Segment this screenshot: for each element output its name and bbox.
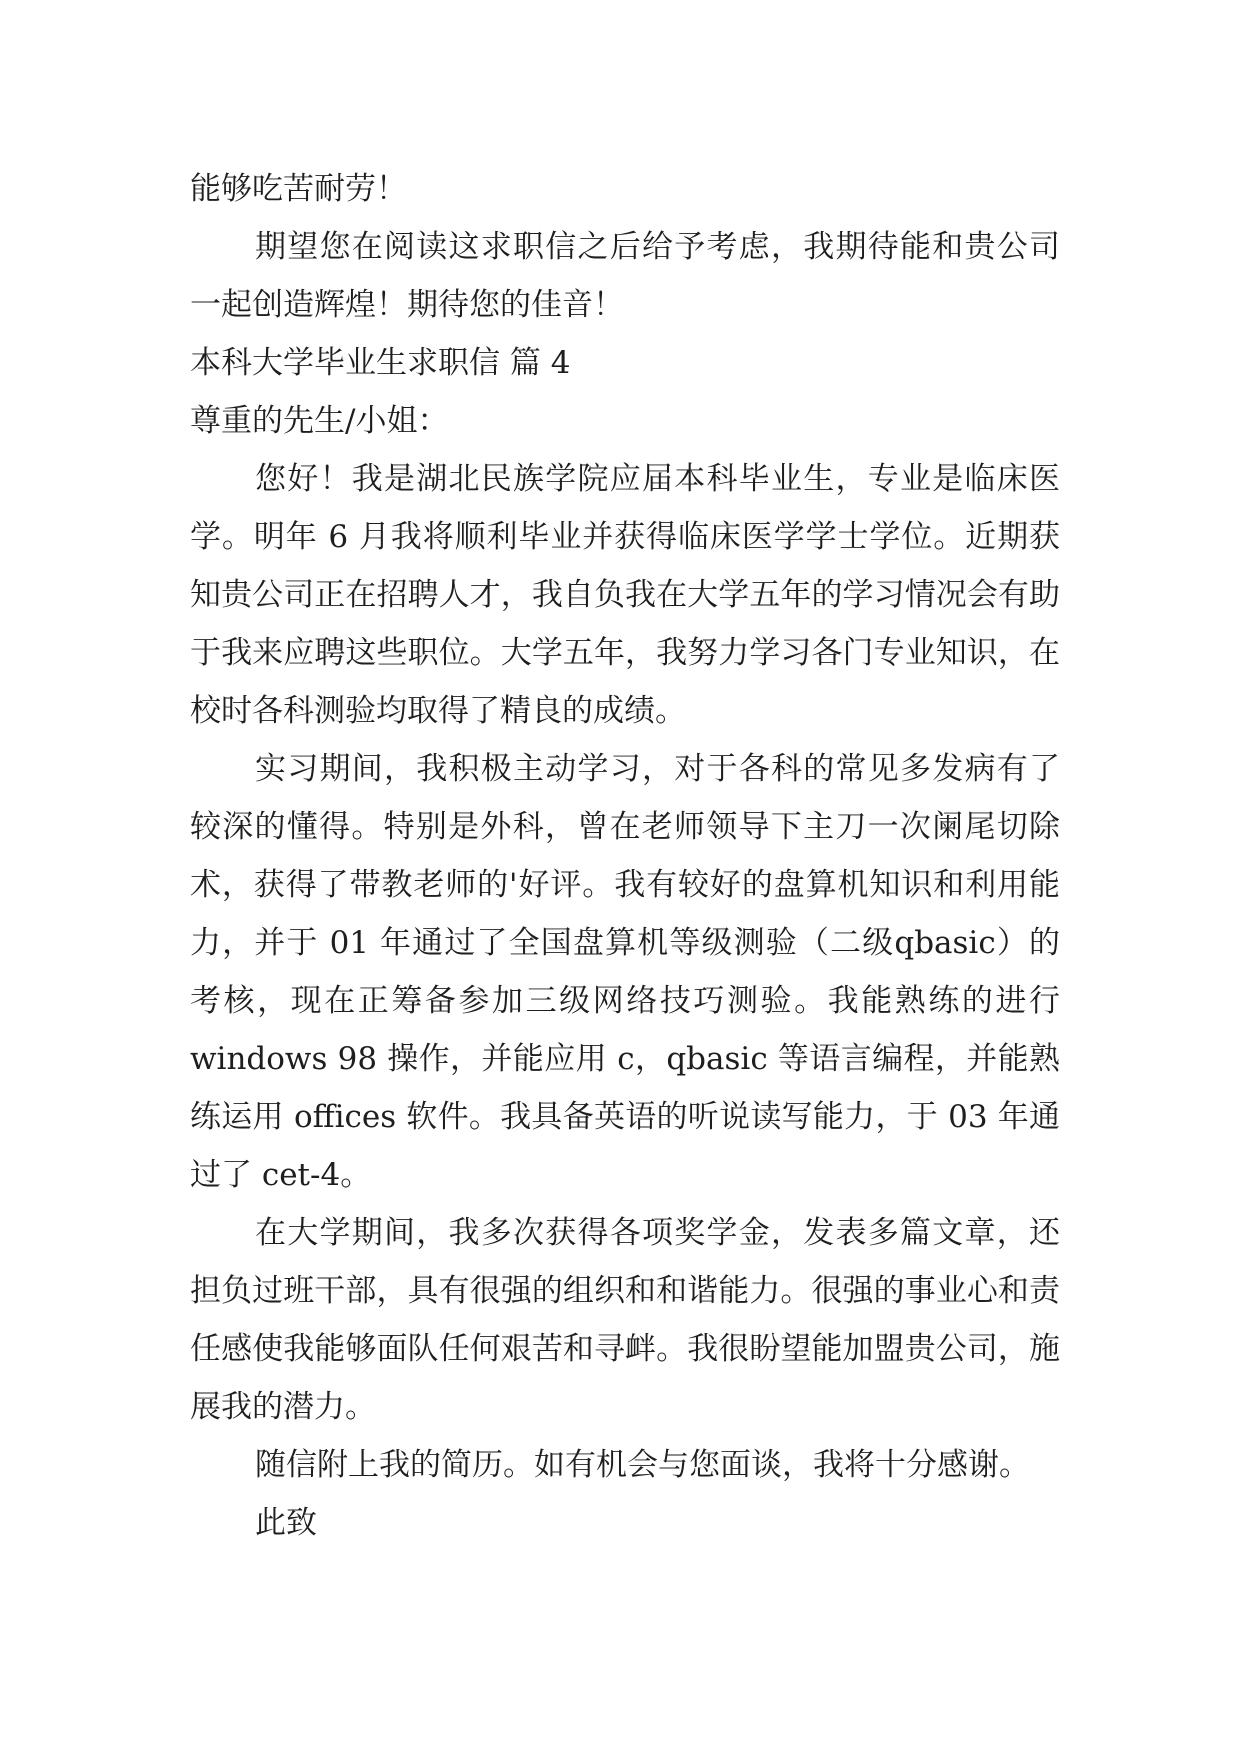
university-activities-paragraph: 在大学期间，我多次获得各项奖学金，发表多篇文章，还担负过班干部，具有很强的组织和和谐能力。很强的事业心和责任感使我能够面队任何艰苦和寻衅。我很盼望能加盟贵公司，施展我的潜力。 [190, 1215, 1060, 1425]
closing-line-continued: 能够吃苦耐劳！ [190, 171, 407, 207]
letter-section-title: 本科大学毕业生求职信 篇 4 [190, 345, 571, 381]
internship-paragraph: 实习期间，我积极主动学习，对于各科的常见多发病有了较深的懂得。特别是外科，曾在老师领导下主刀一次阑尾切除术，获得了带教老师的'好评。我有较好的盘算机知识和利用能力，并于 01 年通过了全国盘算机等级测验（二级qbasic）的考核，现在正筹备参加三级网络技巧测验。我能熟练的进行 windows 98 操作，并能应用 c，qbasic 等语言编程，并能熟练运用 offices 软件。我具备英语的听说读写能力，于 03 年通过了 cet-4。 [190, 751, 1060, 1193]
resume-attached-paragraph: 随信附上我的简历。如有机会与您面谈，我将十分感谢。 [255, 1447, 1030, 1483]
closing-salutation: 此致 [255, 1505, 317, 1541]
introduction-paragraph: 您好！我是湖北民族学院应届本科毕业生，专业是临床医学。明年 6 月我将顺利毕业并获得临床医学学士学位。近期获知贵公司正在招聘人才，我自负我在大学五年的学习情况会有助于我来应聘这些职位。大学五年，我努力学习各门专业知识，在校时各科测验均取得了精良的成绩。 [190, 461, 1060, 729]
letter-body [190, 160, 1060, 1552]
salutation: 尊重的先生/小姐： [190, 403, 449, 439]
expectation-paragraph: 期望您在阅读这求职信之后给予考虑，我期待能和贵公司一起创造辉煌！期待您的佳音！ [190, 229, 1060, 323]
